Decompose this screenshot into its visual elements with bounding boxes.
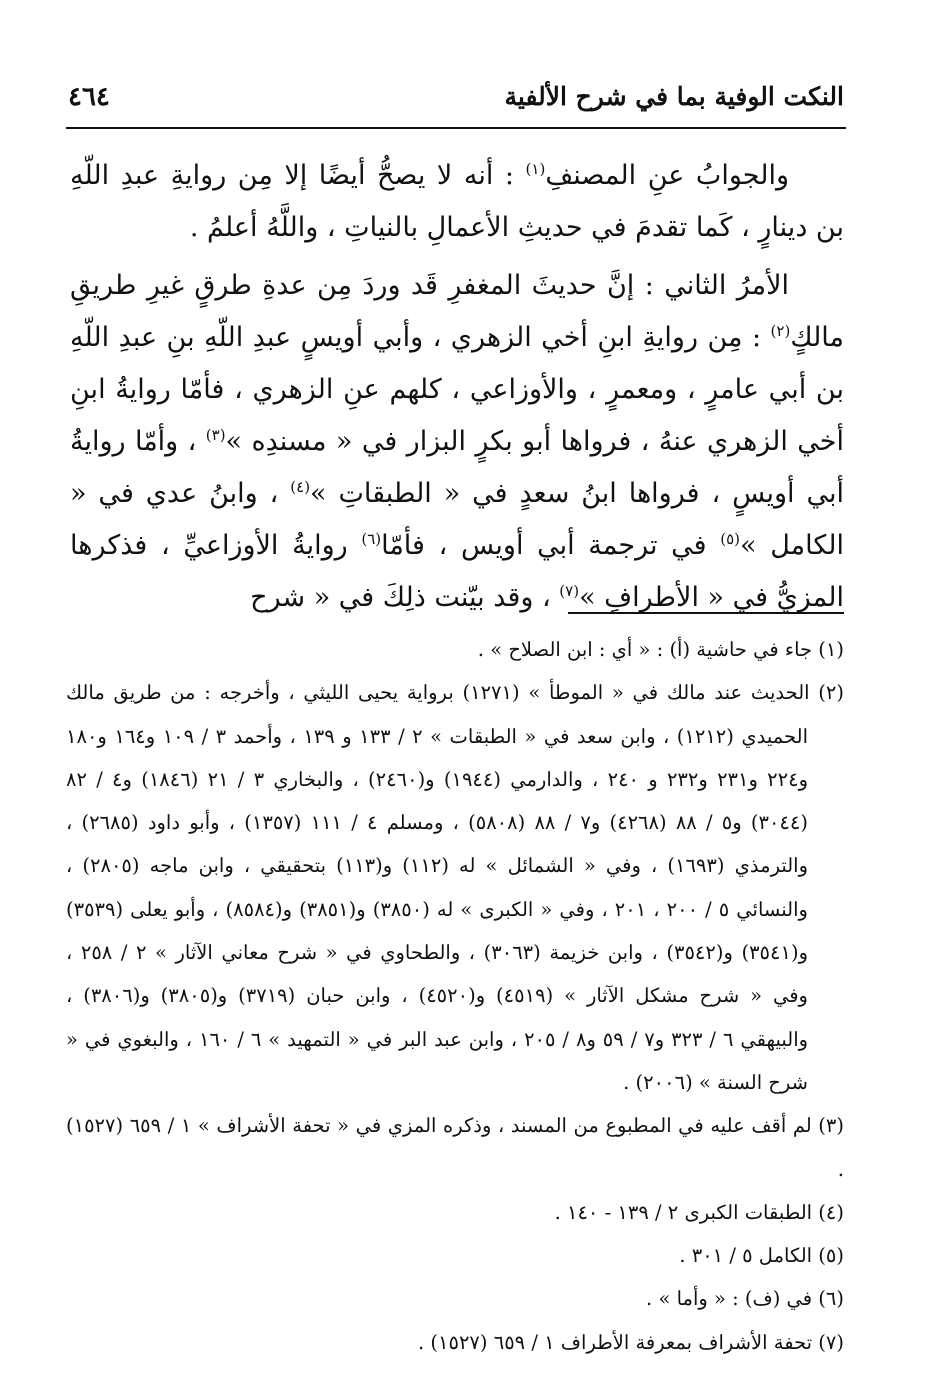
footnote-ref-6: (٦) bbox=[361, 530, 382, 548]
page-number: ٤٦٤ bbox=[68, 82, 110, 112]
text-run: في ترجمة أبي أويس ، فأمّا bbox=[381, 530, 721, 561]
text-run: ، وابنُ عدي في « الكامل » bbox=[70, 478, 844, 561]
footnote-3: (٣) لم أقف عليه في المطبوع من المسند ، وذكره المزي في « تحفة الأشراف » ١ / ٦٥٩ (١٥٢٧) . bbox=[66, 1114, 845, 1181]
footnote-7: (٧) تحفة الأشراف بمعرفة الأطراف ١ / ٦٥٩ (١٥٢٧) . bbox=[418, 1330, 844, 1354]
text-run: روايةُ الأوزاعيِّ ، فذكرها المزيُّ في « الأطرافِ » bbox=[70, 530, 844, 613]
header-rule bbox=[66, 127, 846, 129]
text-run: والجوابُ عنِ المصنفِ bbox=[545, 160, 789, 191]
footnote-4: (٤) الطبقات الكبرى ٢ / ١٣٩ - ١٤٠ . bbox=[554, 1200, 844, 1224]
running-header bbox=[68, 82, 844, 126]
main-text bbox=[70, 150, 844, 624]
running-title: النكت الوفية بما في شرح الألفية bbox=[504, 82, 844, 111]
footnote-ref-1: (١) bbox=[525, 160, 546, 178]
footnote-5: (٥) الكامل ٥ / ٣٠١ . bbox=[679, 1244, 844, 1268]
footnote-ref-3: (٣) bbox=[205, 426, 226, 444]
text-run: الأمرُ الثاني : إنَّ حديثَ المغفرِ قَد وردَ مِن عدةِ طرقٍ غيرِ طريقِ مالكٍ bbox=[70, 270, 844, 353]
paragraph-2 bbox=[70, 260, 844, 624]
footnote-ref-5: (٥) bbox=[720, 530, 741, 548]
text-run: ، وقد بيّنت ذلِكَ في « شرح bbox=[250, 582, 560, 613]
footnote-6: (٦) في (ف) : « وأما » . bbox=[646, 1287, 844, 1311]
footnote-2: (٢) الحديث عند مالك في « الموطأ » (١٢٧١) برواية يحيى الليثي ، وأخرجه : من طريق مالك الحميدي (١٢١٢) ، وابن سعد في « الطبقات » ٢ / ١٣٣ و ١٣٩ ، وأحمد ٣ / ١٠٩ و١٦٤ و١٨٠ و٢٢٤ و٢٣١ و٢٣٢ و ٢٤٠ ، والدارمي (١٩٤٤) و(٢٤٦٠) ، والبخاري ٣ / ٢١ (١٨٤٦) و٤ / ٨٢ (٣٠٤٤) و٥ / ٨٨ (٤٢٦٨) و٧ / ٨٨ (٥٨٠٨) ، ومسلم ٤ / ١١١ (١٣٥٧) ، وأبو داود (٢٦٨٥) ، والترمذي (١٦٩٣) ، وفي « الشمائل » له (١١٢) و(١١٣) بتحقيقي ، وابن ماجه (٢٨٠٥) ، والنسائي ٥ / ٢٠٠ ، ٢٠١ ، وفي « الكبرى » له (٣٨٥٠) و(٣٨٥١) و(٨٥٨٤) ، وأبو يعلى (٣٥٣٩) و(٣٥٤١) و(٣٥٤٢) ، وابن خزيمة (٣٠٦٣) ، والطحاوي في « شرح معاني الآثار » ٢ / ٢٥٨ ، وفي « شرح مشكل الآثار » (٤٥١٩) و(٤٥٢٠) ، وابن حبان (٣٧١٩) و(٣٨٠٥) و(٣٨٠٦) ، والبيهقي ٦ / ٣٢٣ و٧ / ٥٩ و٨ / ٢٠٥ ، وابن عبد البر في « التمهيد » ٦ / ١٦٠ ، والبغوي في « شرح السنة » (٢٠٠٦) . bbox=[66, 681, 845, 1094]
footnote-ref-2: (٢) bbox=[770, 322, 791, 340]
text-run: : مِن روايةِ ابنِ أخي الزهري ، وأبي أويسٍ عبدِ اللّهِ بنِ عبدِ اللّهِ بن أبي عامرٍ ، ومعمرٍ ، والأوزاعي ، كلهم عنِ الزهري ، فأمّا روايةُ ابنِ أخي الزهري عنهُ ، فرواها أبو بكرٍ البزار في « مسندِه » bbox=[70, 322, 845, 457]
footnote-ref-4: (٤) bbox=[290, 478, 311, 496]
text-run: : أنه لا يصحُّ أيضًا إلا مِن روايةِ عبدِ اللّهِ بن دينارٍ ، كَما تقدمَ في حديثِ الأعمالِ بالنياتِ ، واللَّهُ أعلمُ . bbox=[70, 160, 844, 243]
text-run: ، وأمّا روايةُ أبي أويسٍ ، فرواها ابنُ سعدٍ في « الطبقاتِ » bbox=[70, 426, 844, 509]
footnote-separator bbox=[568, 612, 844, 614]
footnote-1: (١) جاء في حاشية (أ) : « أي : ابن الصلاح » . bbox=[477, 638, 844, 661]
footnotes bbox=[66, 628, 844, 1364]
paragraph-1 bbox=[70, 150, 844, 254]
footnote-ref-7: (٧) bbox=[559, 582, 580, 600]
